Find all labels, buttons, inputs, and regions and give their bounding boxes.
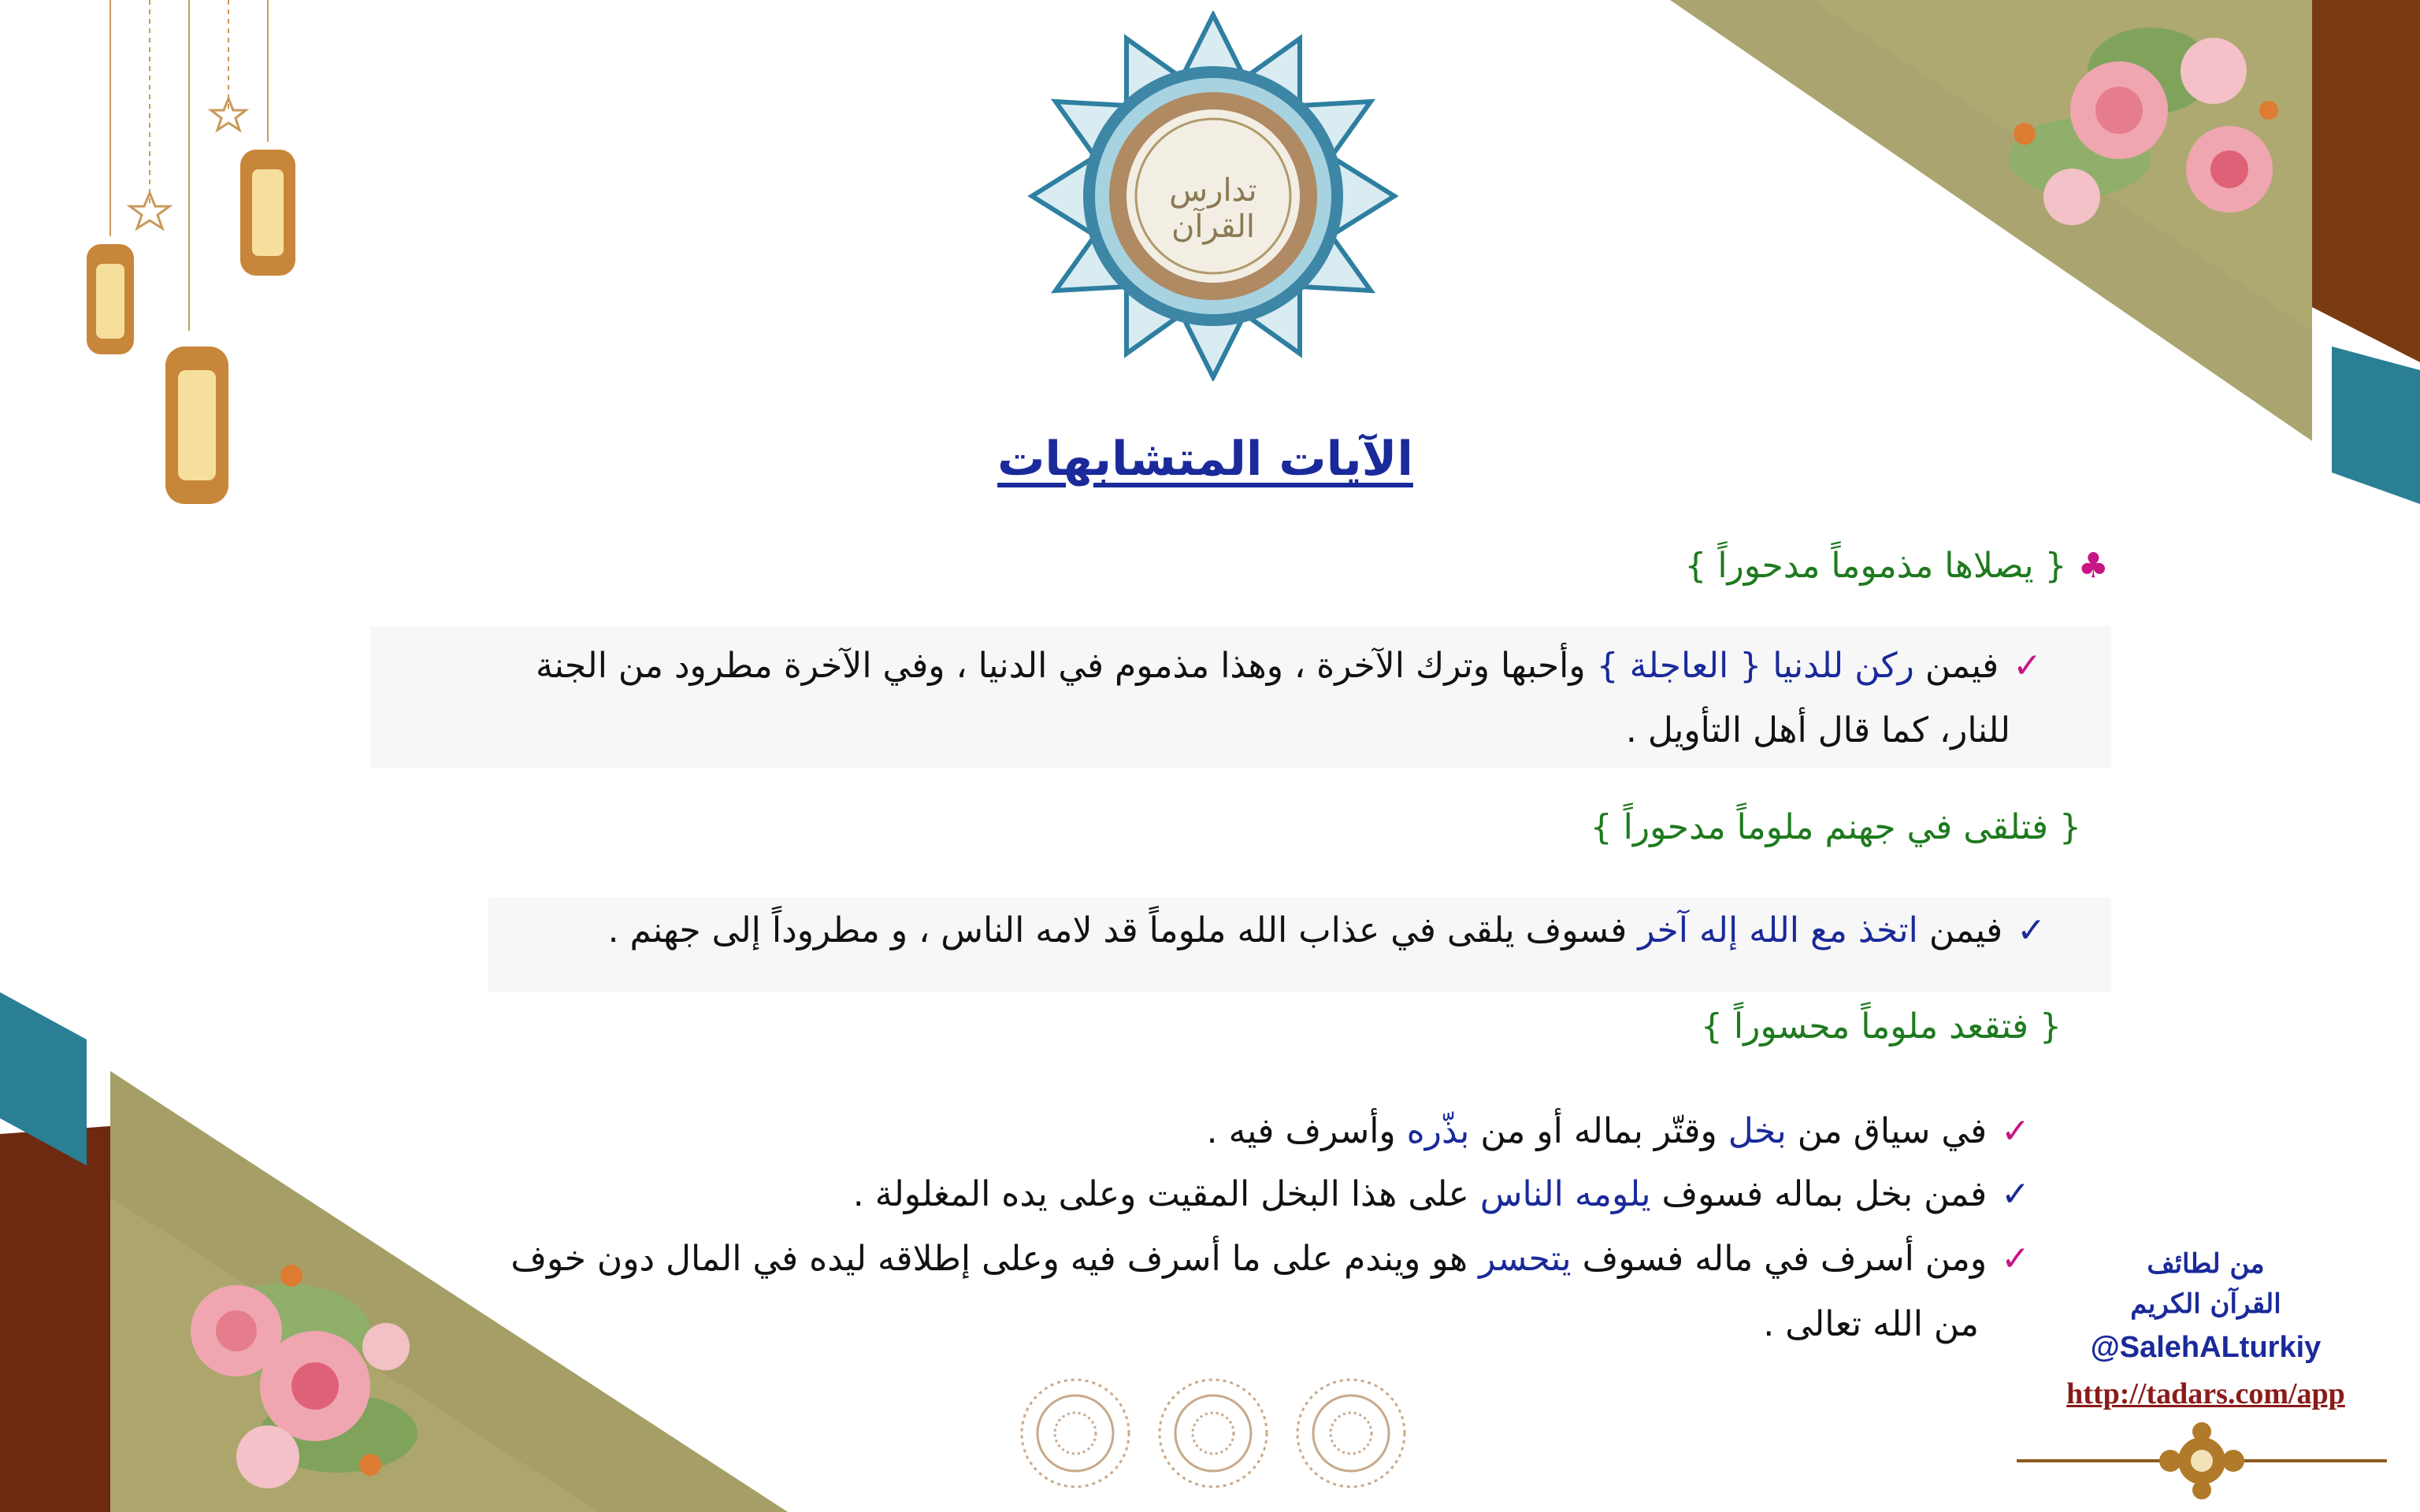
lanterns-decoration — [71, 0, 323, 536]
club-symbol-icon: ♣ — [2077, 546, 2109, 586]
check-icon: ✓ — [2001, 1174, 2030, 1214]
page-title: الآيات المتشابهات — [997, 432, 1413, 487]
bullet-item: ✓فيمن اتخذ مع الله إله آخر فسوف يلقى في عذاب الله ملوماً قد لامه الناس ، و مطروداً إلى جهنم . — [607, 910, 2046, 951]
check-icon: ✓ — [2001, 1111, 2030, 1151]
bullet-item: ✓فيمن ركن للدنيا { العاجلة } وأحبها وترك الآخرة ، وهذا مذموم في الدنيا ، وفي الآخرة مطرود من الجنة — [536, 646, 2042, 686]
bullet-item-continuation: للنار، كما قال أهل التأويل . — [1625, 710, 2010, 750]
credit-block — [2056, 1244, 2355, 1370]
ornament-divider — [2017, 1418, 2387, 1504]
bullet-item: ✓ومن أسرف في ماله فسوف يتحسر هو ويندم على ما أسرف فيه وعلى إطلاقه ليده في المال دون خوف — [510, 1239, 2030, 1279]
tadars-link[interactable]: http://tadars.com/app — [2066, 1377, 2345, 1410]
check-icon: ✓ — [2013, 646, 2042, 686]
credit-line-2: القرآن الكريم — [2130, 1288, 2281, 1320]
credit-line-1: من لطائف — [2147, 1248, 2265, 1280]
tadars-logo — [1024, 11, 1402, 381]
verse-heading-2: { فتلقى في جهنم ملوماً مدحوراً } — [1590, 807, 2081, 847]
verse-heading-text: { يصلاها مذموماً مدحوراً } — [1684, 546, 2067, 586]
check-icon: ✓ — [2017, 910, 2046, 951]
check-icon: ✓ — [2001, 1239, 2030, 1279]
flowers-decoration-top — [1954, 0, 2316, 284]
verse-heading-3: { فتقعد ملوماً محسوراً } — [1700, 1006, 2062, 1047]
bullet-item: ✓فمن بخل بماله فسوف يلومه الناس على هذا البخل المقيت وعلى يده المغلولة . — [852, 1174, 2030, 1214]
bullet-item: ✓في سياق من بخل وقتّر بماله أو من بذّره وأسرف فيه . — [1206, 1111, 2030, 1151]
logo-calligraphy: تدارس القرآن — [1169, 172, 1257, 245]
verse-heading-1 — [1684, 546, 2109, 586]
mandala-ornaments — [1016, 1370, 1426, 1496]
flowers-decoration-bottom — [134, 1228, 496, 1512]
twitter-handle[interactable]: @SalehALturkiy — [2090, 1331, 2322, 1364]
bullet-item-continuation: من الله تعالى . — [1763, 1304, 1979, 1344]
